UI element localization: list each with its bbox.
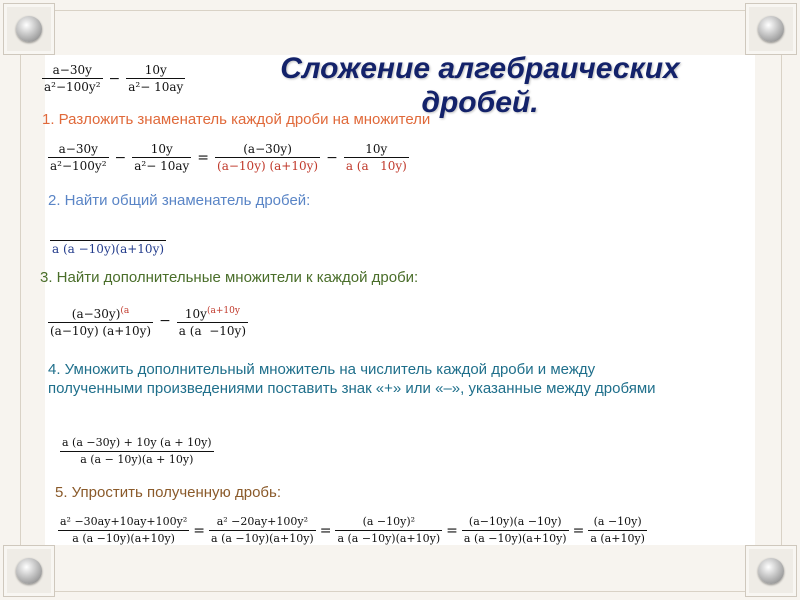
fraction: [60, 435, 214, 468]
equals-sign: =: [572, 522, 585, 539]
operator: −: [326, 149, 338, 166]
page-title: Сложение алгебраических дробей.: [280, 52, 680, 119]
equals-sign: =: [319, 522, 332, 539]
numerator-text: 10y: [184, 307, 207, 321]
denominator: a (a −10y): [178, 324, 247, 338]
step-3-text: 3. Найти дополнительные множители к каждой дроби:: [40, 269, 419, 286]
numerator-text: (a−30y): [71, 307, 121, 321]
numerator: a² −20ay+100y²: [209, 514, 316, 531]
fraction: [177, 303, 248, 339]
fraction: [462, 514, 569, 547]
fraction: [132, 141, 191, 174]
denominator: a²−100y²: [50, 159, 107, 173]
fraction: [42, 62, 103, 95]
denominator: a (a −10y)(a+10y): [52, 242, 165, 256]
numerator: 10y: [344, 141, 409, 158]
fraction: [48, 303, 153, 339]
numerator: 10y: [126, 62, 185, 79]
step-4-text-line-1: 4. Умножить дополнительный множитель на числитель каждой дроби и между: [48, 361, 596, 378]
fraction: [126, 62, 185, 95]
step-2-text: 2. Найти общий знаменатель дробей:: [48, 192, 311, 209]
fraction: [50, 226, 166, 257]
operator: −: [114, 149, 127, 166]
denominator: a (a+10y): [590, 532, 645, 545]
step-5-text: 5. Упростить полученную дробь:: [55, 484, 281, 501]
numerator: a−30y: [42, 62, 103, 79]
equals-sign: =: [197, 149, 210, 166]
numerator-empty: [50, 226, 166, 241]
numerator: (a−10y)(a −10y): [462, 514, 569, 531]
fraction: [344, 141, 409, 174]
denominator: a (a −10y)(a+10y): [72, 532, 175, 545]
denominator: a (a −10y)(a+10y): [337, 532, 441, 545]
denominator: a²−100y²: [44, 80, 101, 94]
numerator: (a −10y)²: [335, 514, 442, 531]
fraction: [588, 514, 647, 547]
numerator: (a−30y): [215, 141, 320, 158]
step-4-expression: [60, 435, 214, 468]
numerator: a² −30ay+10ay+100y²: [58, 514, 189, 531]
denominator: a (a −10y)(a+10y): [211, 532, 314, 545]
step-1-text: 1. Разложить знаменатель каждой дроби на множители: [42, 111, 431, 128]
denominator: a²− 10ay: [128, 80, 184, 94]
equals-sign: =: [446, 522, 458, 539]
denominator: a²− 10ay: [134, 159, 190, 173]
fraction: [58, 514, 189, 547]
denominator: (a−10y) (a+10y): [217, 159, 319, 173]
additional-multiplier: (a+10y: [206, 306, 240, 316]
numerator: a (a −30y) + 10y (a + 10y): [60, 435, 214, 452]
step-2-expression: [50, 226, 166, 257]
numerator: a−30y: [48, 141, 109, 158]
equals-sign: =: [193, 522, 206, 539]
numerator: 10y: [132, 141, 191, 158]
step-3-expression: [48, 303, 248, 339]
step-1-expression: [48, 141, 409, 174]
step-5-expression: [58, 514, 647, 547]
numerator: [177, 303, 248, 323]
denominator: a (a −10y)(a+10y): [463, 532, 567, 545]
additional-multiplier: (a: [120, 306, 130, 316]
fraction: [209, 514, 316, 547]
fraction: [215, 141, 320, 174]
numerator: [48, 303, 153, 323]
denominator: a (a − 10y)(a + 10y): [80, 453, 194, 466]
denominator: (a−10y) (a+10y): [50, 324, 152, 338]
operator: −: [108, 70, 121, 87]
header-expression: [42, 62, 185, 95]
fraction: [335, 514, 442, 547]
operator: −: [159, 313, 171, 329]
fraction: [48, 141, 109, 174]
step-4-text-line-2: полученными произведениями поставить знак «+» или «–», указанные между дробями: [48, 380, 656, 397]
numerator: (a −10y): [588, 514, 647, 531]
denominator: a (a 10y): [345, 159, 407, 173]
